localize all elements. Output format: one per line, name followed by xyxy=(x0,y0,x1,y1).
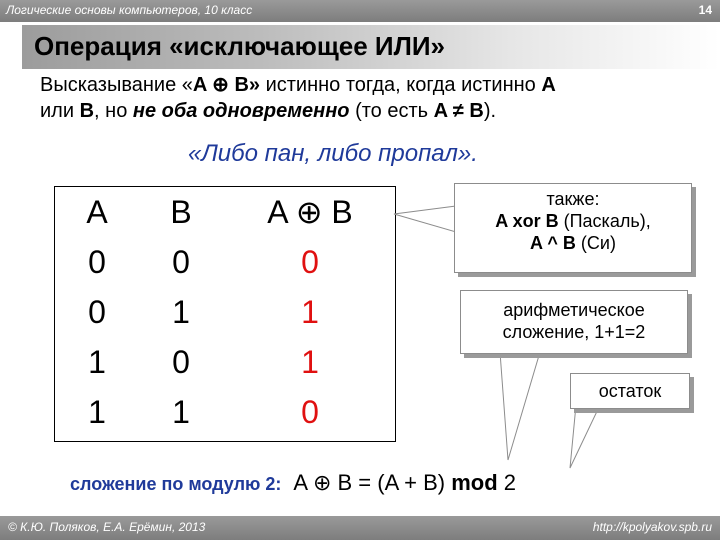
formula-label: сложение по модулю 2: xyxy=(70,474,282,494)
modulo-formula xyxy=(70,470,516,496)
truth-cell: 0 xyxy=(88,244,106,280)
callout-also-line2 xyxy=(495,211,650,231)
callout-pointer-remainder xyxy=(570,405,600,468)
statement-part-1: Высказывание « xyxy=(40,74,193,96)
statement-part-4: , но xyxy=(94,100,133,122)
truth-cell: 0 xyxy=(172,244,190,280)
truth-cell: 1 xyxy=(172,394,190,430)
callout-arith-line2: сложение, 1+1=2 xyxy=(502,322,646,342)
callout-also-line1: также: xyxy=(546,189,600,209)
statement-expression: A ⊕ B» xyxy=(192,74,261,96)
statement-var-a: A xyxy=(541,74,556,96)
truth-column-b xyxy=(143,187,219,437)
statement-not-equal: A ≠ B xyxy=(433,100,484,122)
callout-alternatives xyxy=(454,183,692,273)
callout-remainder: остаток xyxy=(570,373,690,409)
truth-result-cell: 0 xyxy=(301,394,319,430)
header-bar xyxy=(0,0,720,22)
footer-authors: © К.Ю. Поляков, Е.А. Ерёмин, 2013 xyxy=(8,520,206,534)
definition-text xyxy=(40,72,700,124)
truth-result-cell: 1 xyxy=(301,344,319,380)
course-title: Логические основы компьютеров, 10 класс xyxy=(6,3,253,17)
truth-result-cell: 0 xyxy=(301,244,319,280)
callout-xor-pascal: A xor B xyxy=(495,211,559,231)
statement-part-5: (то есть xyxy=(349,100,434,122)
statement-part-2: истинно тогда, когда истинно xyxy=(260,74,542,96)
truth-column-a xyxy=(59,187,135,437)
callout-pointer-arith xyxy=(500,352,540,460)
footer-bar xyxy=(0,516,720,540)
page-number: 14 xyxy=(698,3,712,17)
formula-lhs: A ⊕ B = (A + B) xyxy=(293,470,452,495)
formula-expression xyxy=(293,470,516,495)
statement-part-6: ). xyxy=(483,100,497,122)
callout-pascal-label: (Паскаль), xyxy=(558,211,651,231)
truth-cell: 0 xyxy=(172,344,190,380)
truth-header-a: A xyxy=(86,194,108,230)
page-title: Операция «исключающее ИЛИ» xyxy=(34,31,445,61)
truth-header-xor: A ⊕ B xyxy=(267,194,353,230)
callout-arithmetic xyxy=(460,290,688,354)
callout-c-label: (Си) xyxy=(575,233,616,253)
truth-result-cell: 1 xyxy=(301,294,319,330)
truth-column-xor xyxy=(245,187,375,437)
truth-table xyxy=(54,186,396,442)
callout-xor-c: A ^ B xyxy=(530,233,576,253)
truth-cell: 0 xyxy=(88,294,106,330)
statement-var-b: B xyxy=(79,100,95,122)
truth-cell: 1 xyxy=(88,394,106,430)
proverb: «Либо пан, либо пропал». xyxy=(188,140,478,167)
truth-cell: 1 xyxy=(88,344,106,380)
callout-pointer-also xyxy=(394,206,456,232)
truth-header-b: B xyxy=(170,194,192,230)
title-bar xyxy=(22,25,720,69)
formula-mod: mod xyxy=(451,470,498,495)
truth-cell: 1 xyxy=(172,294,190,330)
formula-rhs: 2 xyxy=(497,470,517,495)
callout-arith-line1: арифметическое xyxy=(503,300,645,320)
statement-part-3: или xyxy=(40,100,80,122)
statement-emphasis: не оба одновременно xyxy=(132,100,350,122)
footer-url[interactable]: http://kpolyakov.spb.ru xyxy=(592,520,712,534)
callout-also-line3 xyxy=(530,233,616,253)
